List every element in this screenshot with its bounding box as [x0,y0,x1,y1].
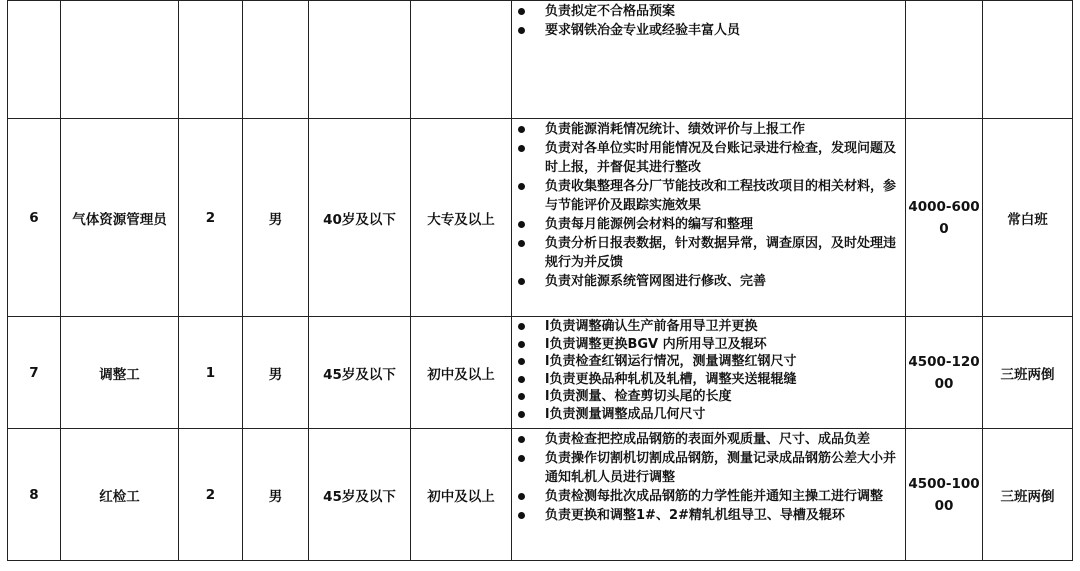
duty-text: 要求钢铁冶金专业或经验丰富人员 [545,23,741,38]
bullet-icon [518,493,525,500]
duty-text: 负责收集整理各分厂节能技改和工程技改项目的相关材料，参与节能评价及跟踪实施效果 [545,179,897,213]
bullet-icon [518,436,525,443]
age-requirement: 45岁及以下 [309,317,411,429]
table-row [8,429,1073,561]
job-title: 红检工 [61,429,179,561]
job-number [8,1,61,119]
shift: 三班两倒 [983,429,1073,561]
bullet-icon [518,183,525,190]
duty-text: 负责更换和调整1#、2#精轧机组导卫、导槽及辊环 [545,508,845,523]
duty-list [517,120,899,291]
duty-list [517,2,899,40]
duty-text: 负责每月能源例会材料的编写和整理 [545,217,754,232]
bullet-icon [518,358,525,365]
duties-cell [512,1,906,119]
duty-item [517,139,899,177]
age-requirement [309,1,411,119]
duty-text: 负责能源消耗情况统计、绩效评价与上报工作 [545,122,806,137]
bullet-icon [518,512,525,519]
job-table [7,0,1073,561]
duty-text: 负责对各单位实时用能情况及台账记录进行检查，发现问题及时上报，并督促其进行整改 [545,141,897,175]
duty-item [517,336,899,354]
salary: 4500-12000 [906,317,983,429]
shift: 常白班 [983,119,1073,317]
duty-item [517,388,899,406]
duty-item [517,371,899,389]
duties-cell [512,317,906,429]
duty-item [517,318,899,336]
duty-text: 负责对能源系统管网图进行修改、完善 [545,274,767,289]
duty-item [517,449,899,487]
bullet-icon [518,323,525,330]
bullet-icon [518,376,525,383]
duty-text: l负责检查红钢运行情况，测量调整红钢尺寸 [545,354,797,369]
duty-item [517,2,899,21]
duties-cell [512,119,906,317]
headcount: 2 [179,119,243,317]
duty-text: l负责更换品种轧机及轧槽，调整夹送辊辊缝 [545,371,797,387]
bullet-icon [518,393,525,400]
duty-item [517,506,899,525]
duty-list [517,430,899,525]
headcount: 2 [179,429,243,561]
education-requirement: 大专及以上 [411,119,512,317]
gender: 男 [243,119,309,317]
duty-text: 负责检查把控成品钢筋的表面外观质量、尺寸、成品负差 [545,432,871,447]
duty-text: 负责操作切割机切割成品钢筋，测量记录成品钢筋公差大小并通知轧机人员进行调整 [545,451,897,485]
duty-list [517,318,899,423]
table-row [8,1,1073,119]
bullet-icon [518,240,525,247]
gender: 男 [243,429,309,561]
headcount: 1 [179,317,243,429]
bullet-icon [518,221,525,228]
duty-text: 负责分析日报表数据，针对数据异常，调查原因，及时处理违规行为并反馈 [545,236,897,270]
shift: 三班两倒 [983,317,1073,429]
duty-item [517,430,899,449]
table-row [8,119,1073,317]
duty-item [517,353,899,371]
duty-item [517,21,899,40]
age-requirement: 45岁及以下 [309,429,411,561]
job-title [61,1,179,119]
duty-text: 负责拟定不合格品预案 [545,4,676,19]
education-requirement [411,1,512,119]
bullet-icon [518,278,525,285]
bullet-icon [518,27,525,34]
duty-text: l负责测量、检查剪切头尾的长度 [545,389,732,404]
duty-item [517,215,899,234]
job-number: 6 [8,119,61,317]
salary: 4500-10000 [906,429,983,561]
job-number: 7 [8,317,61,429]
bullet-icon [518,145,525,152]
job-title: 气体资源管理员 [61,119,179,317]
education-requirement: 初中及以上 [411,317,512,429]
headcount [179,1,243,119]
job-number: 8 [8,429,61,561]
shift [983,1,1073,119]
table-row [8,317,1073,429]
duty-item [517,272,899,291]
duty-text: l负责调整更换BGV 内所用导卫及辊环 [545,336,767,352]
bullet-icon [518,341,525,348]
duty-item [517,177,899,215]
salary: 4000-6000 [906,119,983,317]
gender [243,1,309,119]
duty-text: l负责调整确认生产前备用导卫并更换 [545,319,758,334]
duty-text: l负责测量调整成品几何尺寸 [545,406,706,422]
duty-text: 负责检测每批次成品钢筋的力学性能并通知主操工进行调整 [545,489,884,504]
duty-item [517,234,899,272]
salary [906,1,983,119]
duties-cell [512,429,906,561]
bullet-icon [518,455,525,462]
age-requirement: 40岁及以下 [309,119,411,317]
duty-item [517,487,899,506]
gender: 男 [243,317,309,429]
education-requirement: 初中及以上 [411,429,512,561]
bullet-icon [518,411,525,418]
duty-item [517,120,899,139]
bullet-icon [518,126,525,133]
duty-item [517,406,899,424]
job-title: 调整工 [61,317,179,429]
bullet-icon [518,8,525,15]
